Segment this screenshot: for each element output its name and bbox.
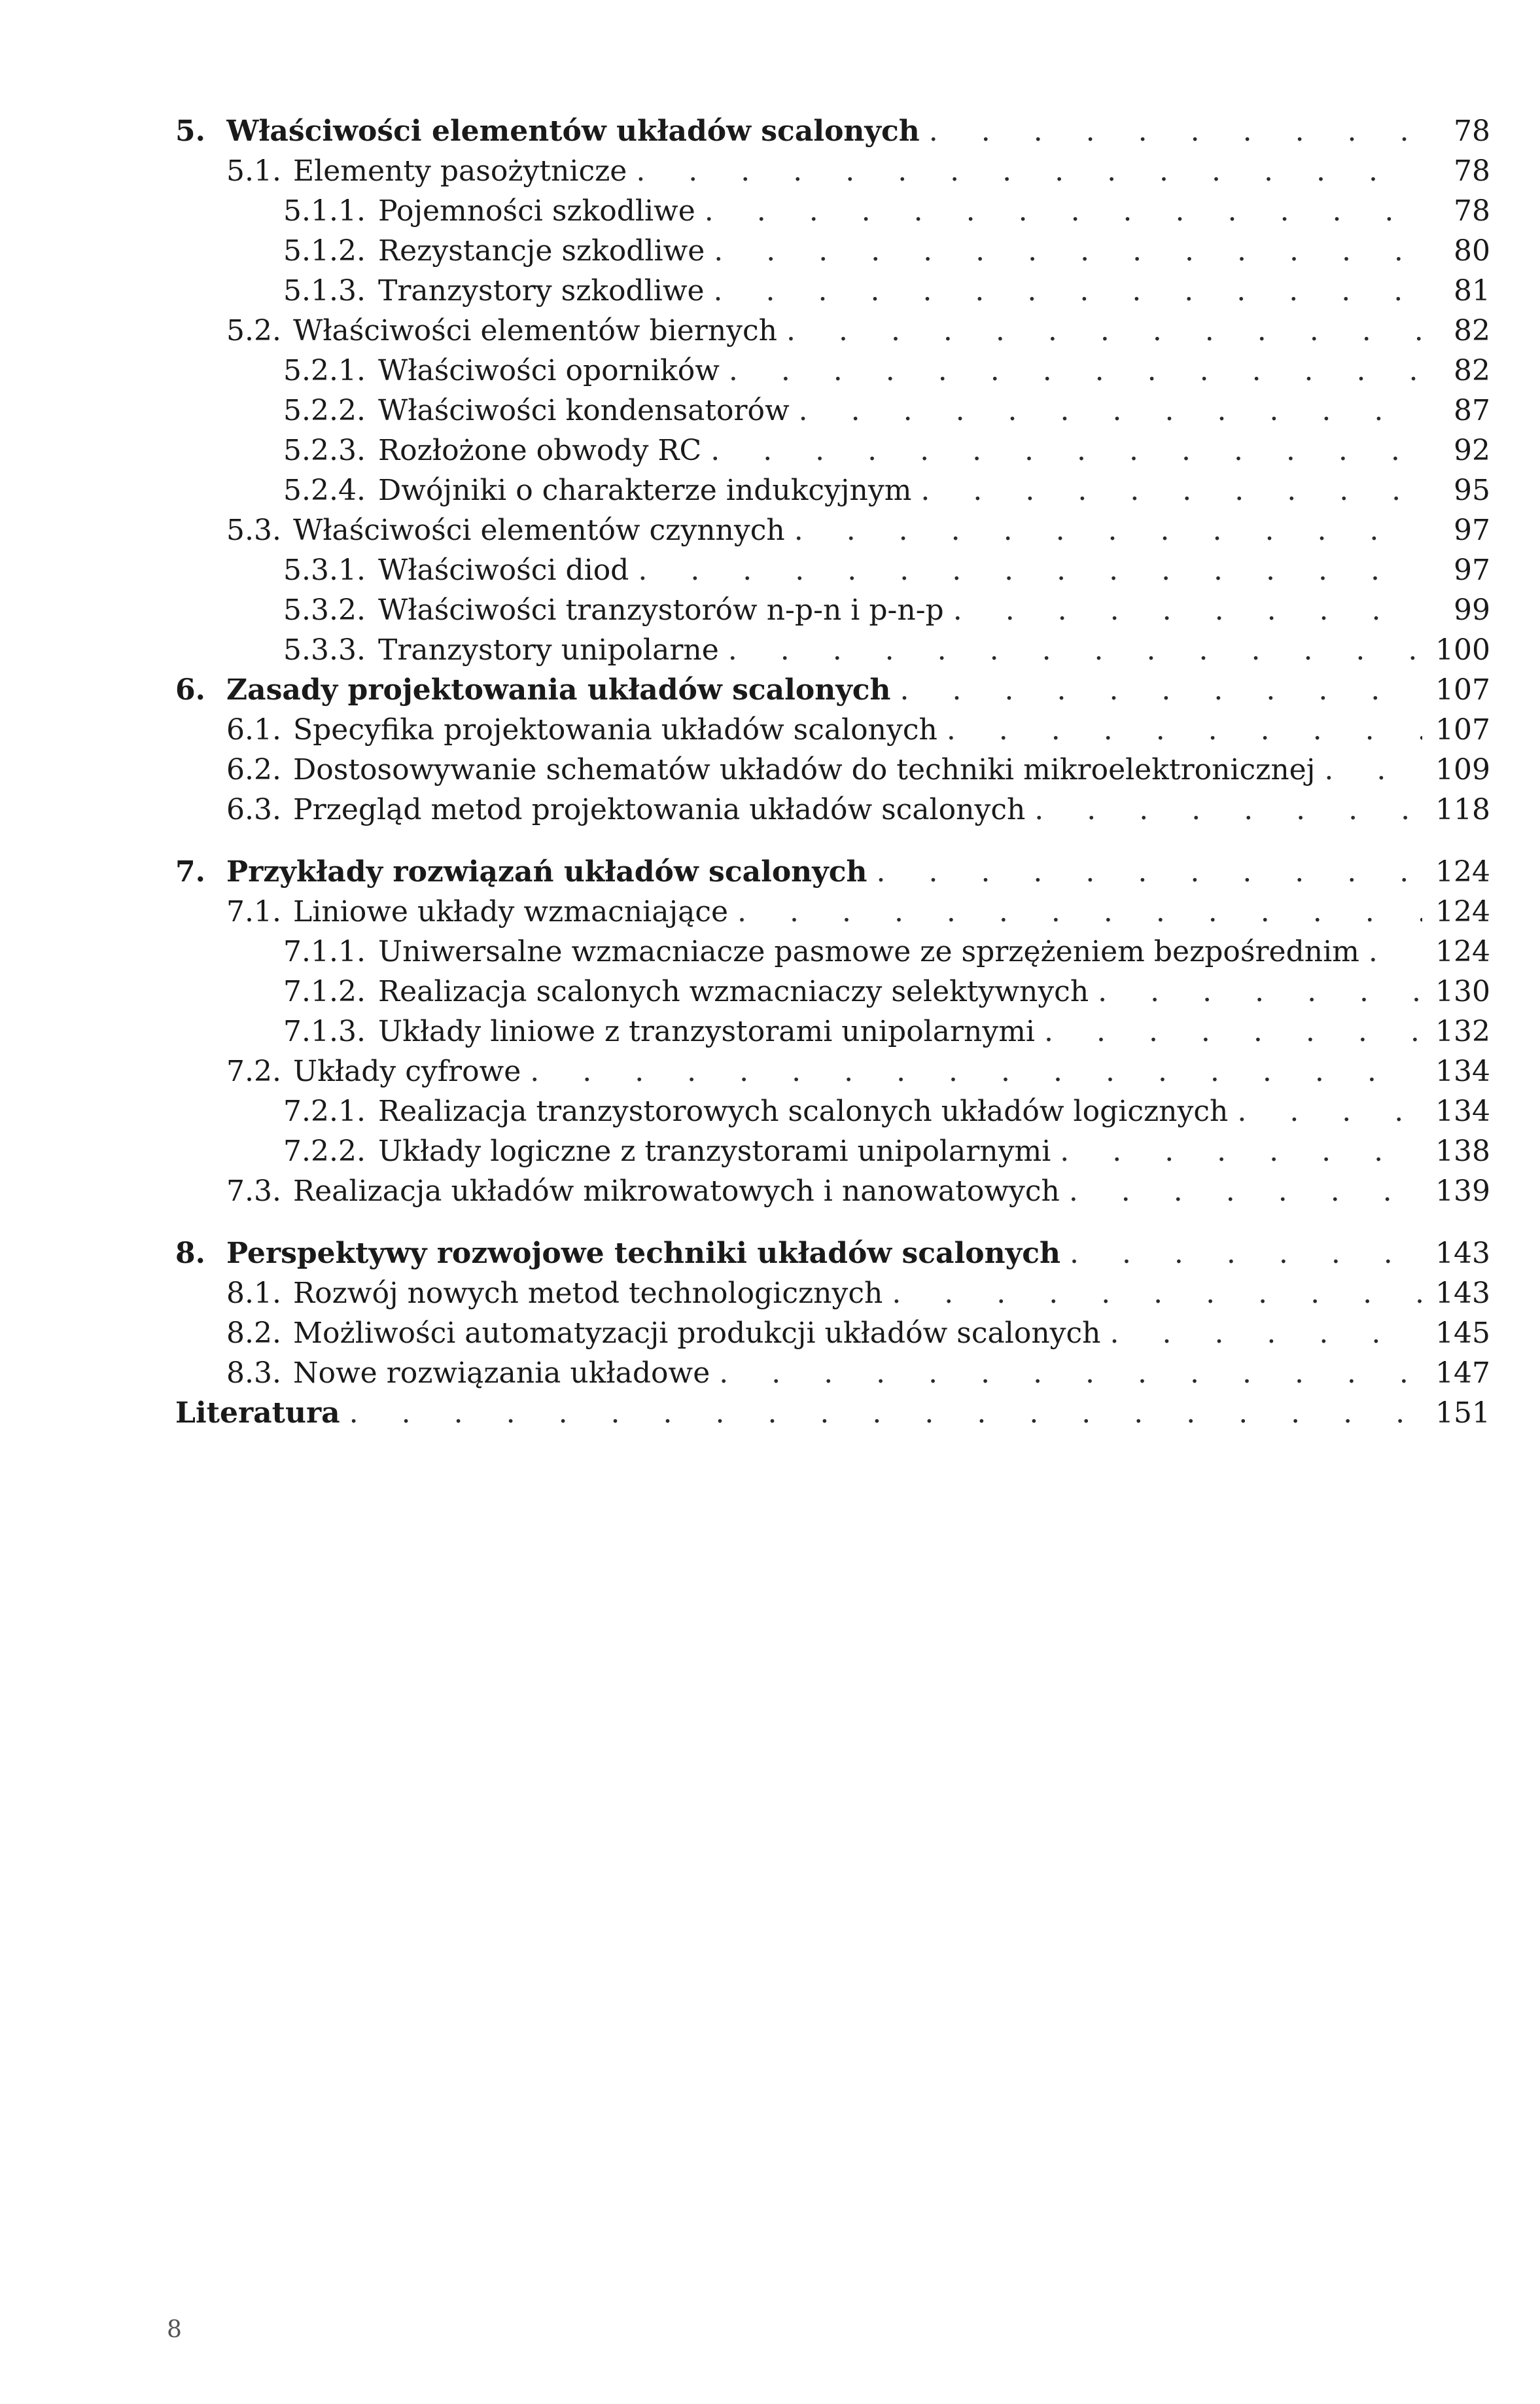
dot-leader — [799, 391, 1422, 431]
toc-entry-title: Literatura — [175, 1396, 340, 1430]
toc-entry-number: 5.1.1. — [283, 194, 366, 228]
toc-entry-number: 7.2.1. — [283, 1095, 366, 1128]
toc-entry-subsection — [175, 550, 1490, 590]
dot-leader — [710, 431, 1422, 470]
toc-entry-subsection — [175, 972, 1490, 1012]
toc-entry-number: 6.3. — [226, 793, 281, 826]
toc-entry-title: Układy liniowe z tranzystorami unipolarnymi — [378, 1015, 1036, 1048]
toc-entry-title: Zasady projektowania układów scalonych — [226, 673, 891, 707]
dot-leader — [1369, 932, 1422, 972]
toc-entry-subsection — [175, 391, 1490, 431]
toc-entry-number: 8.1. — [226, 1277, 281, 1310]
toc-entry-title: Właściwości elementów czynnych — [293, 514, 785, 547]
toc-entry-subsection — [175, 1091, 1490, 1131]
toc-entry-section — [175, 1052, 1490, 1091]
toc-entry-title: Perspektywy rozwojowe techniki układów scalonych — [226, 1237, 1060, 1270]
toc-entry-chapter-7 — [175, 852, 1490, 892]
toc-entry-title: Możliwości automatyzacji produkcji układów scalonych — [293, 1317, 1101, 1350]
toc-entry-section — [175, 1313, 1490, 1353]
toc-entry-title: Uniwersalne wzmacniacze pasmowe ze sprzężeniem bezpośrednim — [378, 935, 1359, 968]
toc-entry-title: Przykłady rozwiązań układów scalonych — [226, 855, 867, 889]
toc-entry-number: 7. — [175, 855, 205, 889]
toc-entry-title: Układy logiczne z tranzystorami unipolarnymi — [378, 1135, 1051, 1168]
toc-entry-page: 81 — [1454, 274, 1490, 308]
dot-leader — [636, 151, 1422, 191]
toc-entry-subsection — [175, 630, 1490, 670]
toc-entry-section — [175, 151, 1490, 191]
toc-entry-page: 97 — [1454, 514, 1490, 547]
toc-entry-page: 130 — [1435, 975, 1490, 1008]
toc-entry-section — [175, 710, 1490, 750]
toc-entry-page: 139 — [1435, 1175, 1490, 1208]
dot-leader — [1044, 1012, 1422, 1052]
toc-entry-title: Właściwości kondensatorów — [378, 394, 790, 427]
toc-entry-number: 6.2. — [226, 753, 281, 787]
toc-entry-page: 87 — [1454, 394, 1490, 427]
toc-entry-title: Tranzystory szkodliwe — [378, 274, 705, 308]
toc-entry-page: 132 — [1435, 1015, 1490, 1048]
toc-entry-number: 6.1. — [226, 713, 281, 747]
toc-entry-page: 134 — [1435, 1095, 1490, 1128]
toc-entry-title: Właściwości oporników — [378, 354, 720, 387]
toc-entry-page: 143 — [1435, 1277, 1490, 1310]
dot-leader — [1237, 1091, 1422, 1131]
dot-leader — [1324, 750, 1422, 790]
toc-entry-title: Tranzystory unipolarne — [378, 633, 719, 667]
toc-entry-title: Układy cyfrowe — [293, 1055, 521, 1088]
toc-entry-page: 124 — [1435, 895, 1490, 928]
toc-entry-number: 7.3. — [226, 1175, 281, 1208]
dot-leader — [929, 111, 1422, 151]
toc-entry-number: 7.1.2. — [283, 975, 366, 1008]
toc-entry-page: 99 — [1454, 593, 1490, 627]
dot-leader — [349, 1393, 1422, 1433]
toc-entry-page: 95 — [1454, 474, 1490, 507]
toc-entry-number: 6. — [175, 673, 205, 707]
toc-entry-subsection — [175, 431, 1490, 470]
toc-entry-title: Właściwości tranzystorów n-p-n i p-n-p — [378, 593, 944, 627]
toc-entry-chapter-8 — [175, 1233, 1490, 1273]
table-of-contents — [175, 111, 1490, 1433]
toc-entry-number: 7.1.3. — [283, 1015, 366, 1048]
dot-leader — [1098, 972, 1422, 1012]
toc-entry-number: 7.2.2. — [283, 1135, 366, 1168]
toc-entry-section — [175, 750, 1490, 790]
dot-leader — [1060, 1131, 1422, 1171]
toc-entry-number: 5.3.2. — [283, 593, 366, 627]
dot-leader — [705, 191, 1422, 231]
toc-entry-number: 7.2. — [226, 1055, 281, 1088]
dot-leader — [530, 1052, 1422, 1091]
toc-entry-literature — [175, 1393, 1490, 1433]
dot-leader — [947, 710, 1422, 750]
dot-leader — [719, 1353, 1422, 1393]
toc-entry-section — [175, 1171, 1490, 1211]
toc-entry-number: 5.2. — [226, 314, 281, 347]
toc-entry-page: 107 — [1435, 713, 1490, 747]
toc-entry-title: Realizacja tranzystorowych scalonych układów logicznych — [378, 1095, 1229, 1128]
toc-entry-number: 5. — [175, 115, 205, 148]
toc-entry-page: 78 — [1454, 115, 1490, 148]
dot-leader — [877, 852, 1422, 892]
toc-entry-page: 147 — [1435, 1356, 1490, 1390]
dot-leader — [714, 231, 1422, 271]
toc-entry-number: 8. — [175, 1237, 205, 1270]
toc-entry-page: 92 — [1454, 434, 1490, 467]
toc-entry-page: 78 — [1454, 154, 1490, 188]
toc-entry-title: Specyfika projektowania układów scalonych — [293, 713, 937, 747]
toc-entry-subsection — [175, 191, 1490, 231]
toc-entry-title: Rozłożone obwody RC — [378, 434, 702, 467]
toc-entry-subsection — [175, 271, 1490, 311]
toc-entry-subsection — [175, 932, 1490, 972]
toc-entry-section — [175, 1353, 1490, 1393]
toc-entry-number: 5.1. — [226, 154, 281, 188]
toc-entry-number: 8.3. — [226, 1356, 281, 1390]
toc-entry-number: 5.3.1. — [283, 554, 366, 587]
toc-entry-number: 5.1.2. — [283, 234, 366, 268]
toc-entry-section — [175, 510, 1490, 550]
toc-entry-page: 151 — [1435, 1396, 1490, 1430]
toc-entry-title: Realizacja układów mikrowatowych i nanowatowych — [293, 1175, 1060, 1208]
toc-entry-page: 134 — [1435, 1055, 1490, 1088]
toc-entry-title: Rezystancje szkodliwe — [378, 234, 705, 268]
toc-entry-page: 80 — [1454, 234, 1490, 268]
dot-leader — [1069, 1171, 1422, 1211]
dot-leader — [892, 1273, 1422, 1313]
dot-leader — [920, 470, 1422, 510]
toc-entry-subsection — [175, 231, 1490, 271]
toc-entry-page: 109 — [1435, 753, 1490, 787]
toc-entry-number: 5.2.4. — [283, 474, 366, 507]
dot-leader — [1070, 1233, 1422, 1273]
toc-entry-title: Realizacja scalonych wzmacniaczy selektywnych — [378, 975, 1089, 1008]
toc-entry-number: 5.2.2. — [283, 394, 366, 427]
dot-leader — [786, 311, 1422, 351]
dot-leader — [714, 271, 1422, 311]
toc-entry-title: Właściwości elementów układów scalonych — [226, 115, 920, 148]
dot-leader — [953, 590, 1422, 630]
toc-entry-page: 107 — [1435, 673, 1490, 707]
toc-entry-subsection — [175, 590, 1490, 630]
toc-entry-number: 5.2.1. — [283, 354, 366, 387]
toc-entry-title: Elementy pasożytnicze — [293, 154, 627, 188]
page-number-mark: 8 — [167, 2316, 182, 2343]
toc-entry-page: 78 — [1454, 194, 1490, 228]
toc-entry-number: 5.1.3. — [283, 274, 366, 308]
toc-entry-number: 7.1.1. — [283, 935, 366, 968]
toc-entry-title: Przegląd metod projektowania układów scalonych — [293, 793, 1026, 826]
toc-entry-number: 7.1. — [226, 895, 281, 928]
toc-entry-page: 138 — [1435, 1135, 1490, 1168]
dot-leader — [737, 892, 1422, 932]
toc-entry-chapter-6 — [175, 670, 1490, 710]
toc-entry-number: 5.3.3. — [283, 633, 366, 667]
toc-entry-page: 82 — [1454, 314, 1490, 347]
toc-entry-page: 124 — [1435, 855, 1490, 889]
toc-entry-number: 5.2.3. — [283, 434, 366, 467]
dot-leader — [728, 630, 1422, 670]
toc-entry-number: 8.2. — [226, 1317, 281, 1350]
toc-entry-subsection — [175, 1131, 1490, 1171]
toc-entry-page: 124 — [1435, 935, 1490, 968]
toc-entry-page: 143 — [1435, 1237, 1490, 1270]
toc-entry-section — [175, 1273, 1490, 1313]
dot-leader — [794, 510, 1422, 550]
toc-entry-page: 145 — [1435, 1317, 1490, 1350]
toc-entry-page: 118 — [1435, 793, 1490, 826]
toc-entry-chapter-5 — [175, 111, 1490, 151]
toc-entry-page: 82 — [1454, 354, 1490, 387]
toc-entry-page: 100 — [1435, 633, 1490, 667]
toc-entry-title: Dostosowywanie schematów układów do techniki mikroelektronicznej — [293, 753, 1316, 787]
toc-entry-title: Właściwości diod — [378, 554, 629, 587]
toc-entry-section — [175, 311, 1490, 351]
toc-entry-title: Nowe rozwiązania układowe — [293, 1356, 710, 1390]
toc-entry-subsection — [175, 470, 1490, 510]
toc-entry-title: Dwójniki o charakterze indukcyjnym — [378, 474, 912, 507]
dot-leader — [900, 670, 1422, 710]
toc-entry-title: Liniowe układy wzmacniające — [293, 895, 729, 928]
toc-entry-title: Rozwój nowych metod technologicznych — [293, 1277, 883, 1310]
toc-entry-number: 5.3. — [226, 514, 281, 547]
dot-leader — [1034, 790, 1422, 830]
toc-entry-section — [175, 790, 1490, 830]
toc-entry-subsection — [175, 351, 1490, 391]
toc-entry-section — [175, 892, 1490, 932]
toc-entry-page: 97 — [1454, 554, 1490, 587]
dot-leader — [729, 351, 1422, 391]
dot-leader — [638, 550, 1422, 590]
toc-entry-title: Właściwości elementów biernych — [293, 314, 778, 347]
dot-leader — [1110, 1313, 1423, 1353]
toc-entry-subsection — [175, 1012, 1490, 1052]
toc-entry-title: Pojemności szkodliwe — [378, 194, 695, 228]
